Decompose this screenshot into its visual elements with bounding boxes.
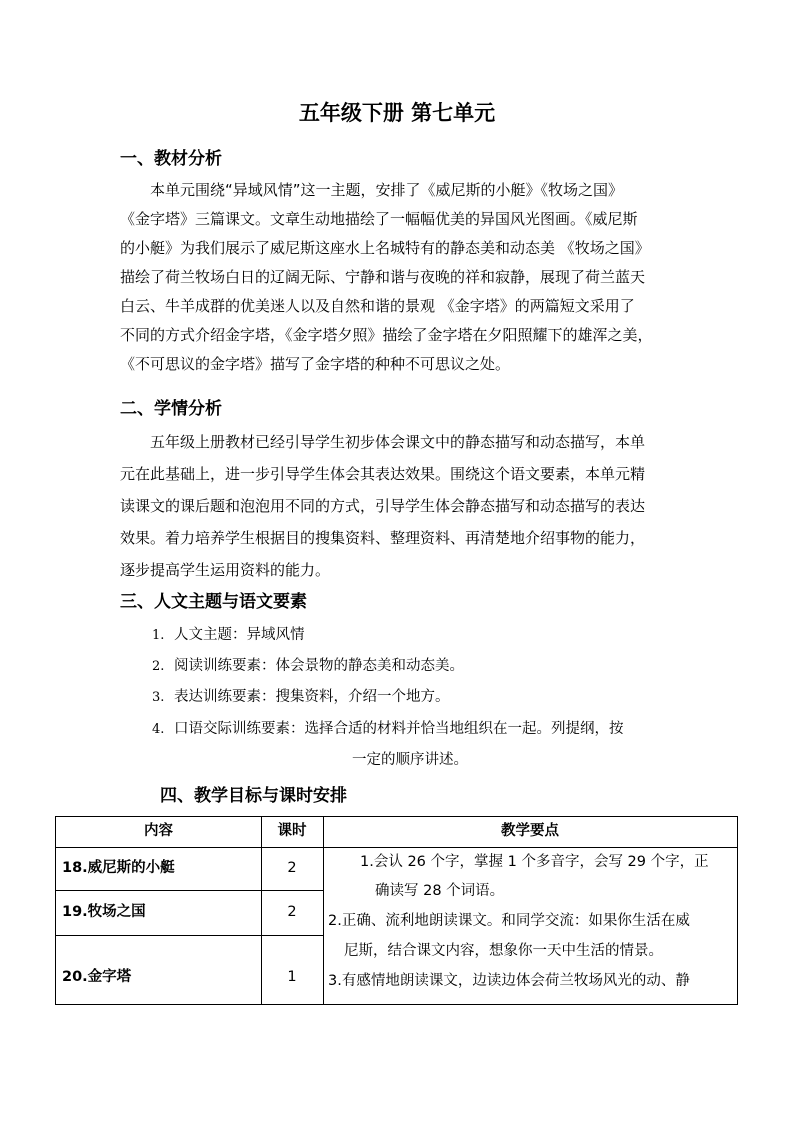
page-title: 五年级下册 第七单元 <box>298 101 496 125</box>
paragraph-line: 五年级上册教材已经引导学生初步体会课文中的静态描写和动态描写，本单 <box>150 433 646 451</box>
list-number: 1. <box>152 628 165 643</box>
list-item-continuation: 一定的顺序讲述。 <box>352 752 468 768</box>
section-heading-3: 三、人文主题与语文要素 <box>120 592 307 612</box>
table-divider <box>56 935 323 936</box>
section-heading-1: 一、教材分析 <box>120 149 222 169</box>
table-cell-content: 20.金字塔 <box>62 969 132 985</box>
list-text: 口语交际训练要素：选择合适的材料并恰当地组织在一起。列提纲，按 <box>174 721 624 737</box>
paragraph-line: 读课文的课后题和泡泡用不同的方式，引导学生体会静态描写和动态描写的表达 <box>120 497 646 515</box>
paragraph-line: 元在此基础上，进一步引导学生体会其表达效果。围绕这个语文要素，本单元精 <box>120 465 646 483</box>
paragraph-line: 描绘了荷兰牧场白日的辽阔无际、宁静和谐与夜晚的祥和寂静，展现了荷兰蓝天 <box>120 268 646 286</box>
paragraph-line: 不同的方式介绍金字塔，《金字塔夕照》描绘了金字塔在夕阳照耀下的雄浑之美， <box>120 326 653 344</box>
teaching-point-line: 2.正确、流利地朗读课文。和同学交流：如果你生活在威 <box>328 913 690 929</box>
list-item <box>152 684 450 711</box>
list-text: 表达训练要素：搜集资料，介绍一个地方。 <box>174 689 450 705</box>
list-item <box>152 622 305 649</box>
list-item <box>152 653 464 680</box>
table-cell-hours: 1 <box>287 969 297 985</box>
list-number: 4. <box>152 722 165 737</box>
paragraph-line: 《不可思议的金字塔》描写了金字塔的种种不可思议之处。 <box>120 355 511 373</box>
paragraph-line: 本单元围绕“异域风情”这一主题，安排了《威尼斯的小艇》《牧场之国》 <box>150 181 624 199</box>
table-divider <box>56 890 323 891</box>
schedule-table <box>55 816 738 1005</box>
list-number: 3. <box>152 690 165 705</box>
table-divider <box>323 817 324 1004</box>
list-text: 人文主题：异域风情 <box>174 627 305 643</box>
table-header-hours: 课时 <box>277 823 307 839</box>
table-header-points: 教学要点 <box>501 823 559 839</box>
section-heading-2: 二、学情分析 <box>120 399 222 419</box>
list-text: 阅读训练要素：体会景物的静态美和动态美。 <box>174 658 464 674</box>
paragraph-line: 的小艇》为我们展示了威尼斯这座水上名城特有的静态美和动态美 《牧场之国》 <box>120 239 650 257</box>
table-cell-hours: 2 <box>287 904 297 920</box>
table-cell-content: 18.威尼斯的小艇 <box>62 860 175 876</box>
paragraph-line: 逐步提高学生运用资料的能力。 <box>120 561 331 579</box>
teaching-point-line: 3.有感情地朗读课文，边读边体会荷兰牧场风光的动、静 <box>328 973 690 989</box>
table-cell-hours: 2 <box>287 860 297 876</box>
list-number: 2. <box>152 659 165 674</box>
teaching-point-line: 尼斯，结合课文内容，想象你一天中生活的情景。 <box>344 943 663 959</box>
table-cell-content: 19.牧场之国 <box>62 904 146 920</box>
teaching-point-line: 确读写 28 个词语。 <box>375 883 505 899</box>
paragraph-line: 《金字塔》三篇课文。文章生动地描绘了一幅幅优美的异国风光图画。《威尼斯 <box>120 210 638 228</box>
table-header-content: 内容 <box>144 823 173 839</box>
list-item <box>152 716 624 743</box>
paragraph-line: 效果。着力培养学生根据目的搜集资料、整理资料、再清楚地介绍事物的能力， <box>120 529 646 547</box>
teaching-point-line: 1.会认 26 个字，掌握 1 个多音字，会写 29 个字，正 <box>360 854 709 870</box>
section-heading-4: 四、教学目标与课时安排 <box>160 786 347 806</box>
paragraph-line: 白云、牛羊成群的优美迷人以及自然和谐的景观 《金字塔》的两篇短文采用了 <box>120 297 635 315</box>
